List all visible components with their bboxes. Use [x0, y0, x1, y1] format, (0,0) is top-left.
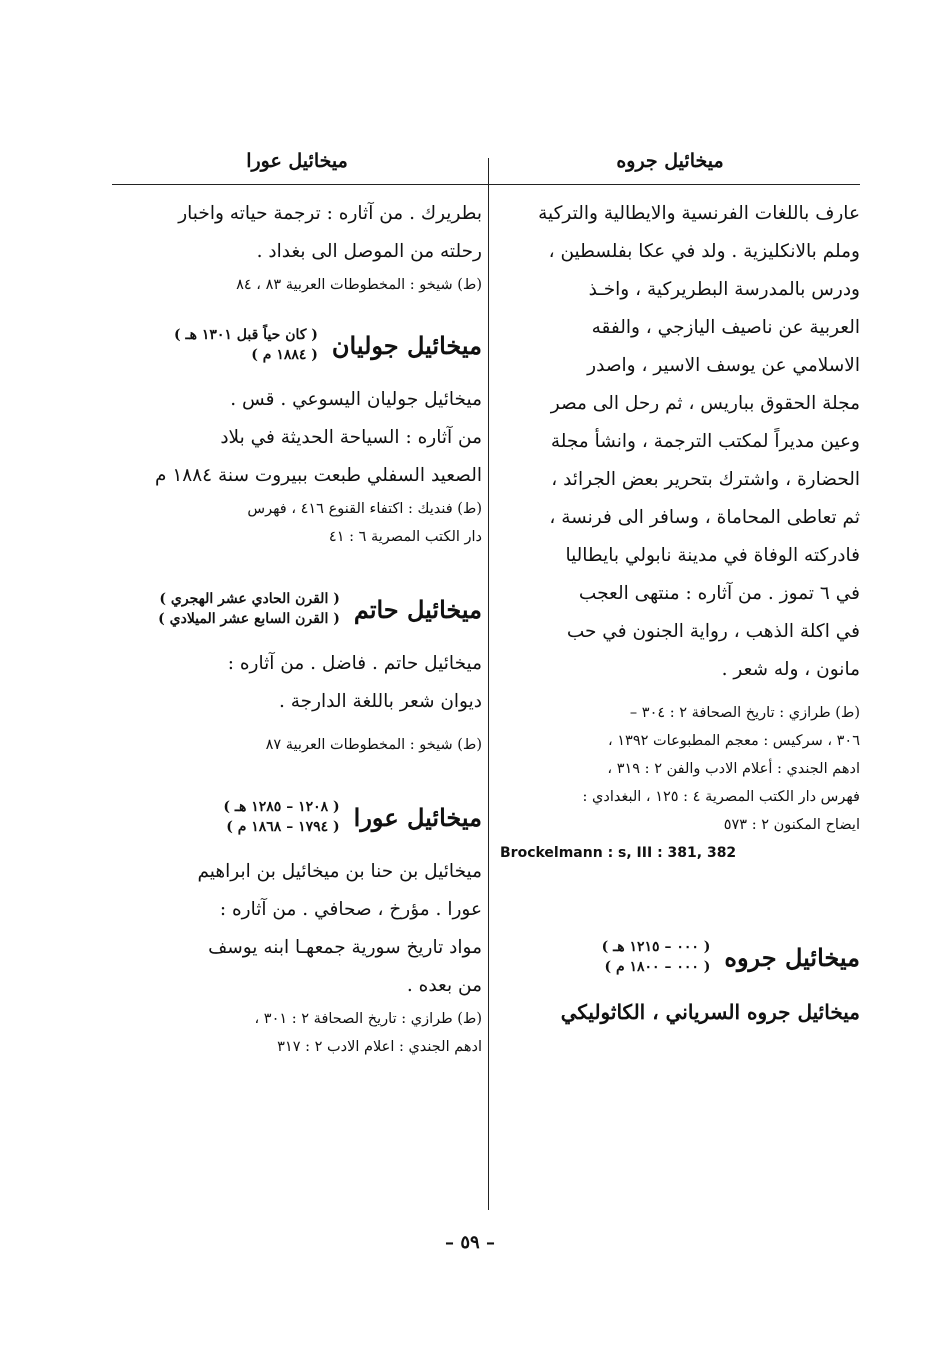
- body-line: بطريرك . من آثاره : ترجمة حياته واخبار: [178, 203, 482, 224]
- entry-dates: [602, 937, 711, 977]
- reference-line: (ط) شيخو : المخطوطات العربية ٨٣ ، ٨٤: [236, 277, 482, 293]
- body-line: ميخائيل بن حنا بن ميخائيل بن ابراهيم: [197, 861, 482, 882]
- entry-dates: [174, 325, 318, 365]
- body-line: الحضارة ، واشترك بتحرير بعض الجرائد ،: [551, 469, 860, 490]
- entry-heading: [500, 921, 860, 993]
- entry-date-2: ( ١٨٨٤ م ): [251, 347, 318, 363]
- reference-line: (ط) طرازي : تاريخ الصحافة ٢ : ٣٠٤ –: [629, 705, 860, 721]
- entry-dates: [158, 589, 340, 629]
- running-header-right: ميخائيل جروه: [616, 150, 724, 172]
- entry-dates: [223, 797, 339, 837]
- entry-heading: [112, 309, 482, 381]
- body-line: رحلته من الموصل الى بغداد .: [256, 241, 482, 262]
- body-line: عارف باللغات الفرنسية والايطالية والتركية: [538, 203, 860, 224]
- reference-line: (ط) طرازي : تاريخ الصحافة ٢ : ٣٠١ ،: [254, 1011, 482, 1027]
- reference-line: ايضاح المكنون ٢ : ٥٧٣: [723, 817, 860, 833]
- body-line: مواد تاريخ سورية جمعهـا ابنه يوسف: [208, 937, 482, 958]
- entry-date-2: ( القرن السابع عشر الميلادي ): [158, 611, 340, 627]
- entry-date-ad: ( ٠٠٠ – ١٨٠٠ م ): [604, 959, 711, 975]
- entry-date-1: ( القرن الحادي عشر الهجري ): [159, 591, 340, 607]
- left-column: [112, 195, 482, 1061]
- reference-line: ادهم الجندي : اعلام الادب ٢ : ٣١٧: [277, 1039, 482, 1055]
- page-number: – ٥٩ –: [445, 1232, 495, 1253]
- body-line: فادركته الوفاة في مدينة نابولي بايطاليا: [565, 545, 860, 566]
- reference-line: ٣٠٦ ، سركيس : معجم المطبوعات ١٣٩٢ ،: [607, 733, 860, 749]
- header-rule: [112, 184, 860, 185]
- body-line: وعين مديراً لمكتب الترجمة ، وانشأ مجلة: [550, 431, 860, 452]
- body-line: من بعده .: [406, 975, 482, 996]
- body-line: العربية عن ناصيف اليازجي ، والفقه: [591, 317, 860, 338]
- body-line: الصعيد السفلي طبعت ببيروت سنة ١٨٨٤ م: [155, 465, 482, 486]
- entry-first-line: ميخائيل جروه السرياني ، الكاثوليكي: [560, 1000, 860, 1024]
- body-line: ودرس بالمدرسة البطريركية ، واخـذ: [588, 279, 860, 300]
- entry-heading: [112, 573, 482, 645]
- entry-date-1: ( ١٢٠٨ – ١٢٨٥ هـ ): [223, 799, 340, 815]
- body-line: وملم بالانكليزية . ولد في عكا بفلسطين ،: [548, 241, 860, 262]
- body-line: ثم تعاطى المحاماة ، وسافر الى فرنسة ،: [549, 507, 860, 528]
- reference-line: (ط) شيخو : المخطوطات العربية ٨٧: [265, 737, 482, 753]
- entry-name: ميخائيل جوليان: [331, 330, 482, 360]
- body-line: في اكلة الذهب ، رواية الجنون في حب: [566, 621, 860, 642]
- column-divider: [488, 158, 489, 1210]
- reference-line: (ط) فنديك : اكتفاء القنوع ٤١٦ ، فهرس: [247, 501, 482, 517]
- entry-name: ميخائيل حاتم: [353, 594, 482, 624]
- body-line: الاسلامي عن يوسف الاسير ، واصدر: [587, 355, 860, 376]
- running-header-left: ميخائيل عورا: [246, 150, 348, 172]
- right-column: [500, 195, 860, 1031]
- entry-date-1: ( كان حياً قبل ١٣٠١ هـ ): [173, 327, 318, 343]
- body-line: في ٦ تموز . من آثاره : منتهى العجب: [578, 583, 860, 604]
- entry-name: ميخائيل جروه: [724, 942, 860, 972]
- reference-line: دار الكتب المصرية ٦ : ٤١: [328, 529, 482, 545]
- entry-date-2: ( ١٧٩٤ – ١٨٦٨ م ): [226, 819, 340, 835]
- entry-date-hijri: ( ٠٠٠ – ١٢١٥ هـ ): [601, 939, 711, 955]
- body-line: ديوان شعر باللغة الدارجة .: [278, 691, 482, 712]
- body-line: ميخائيل حاتم . فاضل . من آثاره :: [227, 653, 482, 674]
- reference-line: ادهم الجندي : أعلام الادب والفن ٢ : ٣١٩ ،: [607, 761, 860, 777]
- reference-line: فهرس دار الكتب المصرية ٤ : ١٢٥ ، البغدادي :: [582, 789, 860, 805]
- entry-name: ميخائيل عورا: [353, 802, 482, 832]
- entry-heading: [112, 781, 482, 853]
- latin-reference: Brockelmann : s, III : 381, 382: [500, 845, 737, 861]
- body-line: مانون ، وله شعر .: [721, 659, 860, 680]
- body-line: ميخائيل جوليان اليسوعي . قس .: [230, 389, 482, 410]
- body-line: مجلة الحقوق بباريس ، ثم رحل الى مصر: [550, 393, 860, 414]
- body-line: من آثاره : السياحة الحديثة في بلاد: [220, 427, 482, 448]
- body-line: عورا . مؤرخ ، صحافي . من آثاره :: [219, 899, 482, 920]
